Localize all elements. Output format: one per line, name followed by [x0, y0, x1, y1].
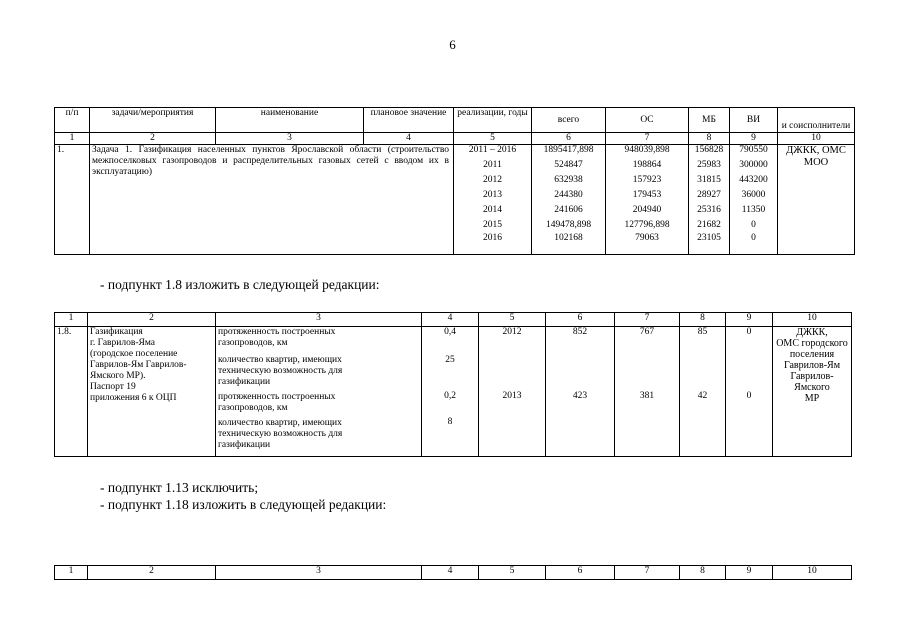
mb-value: 23105 — [697, 233, 721, 243]
table-subitem-1-18 — [54, 565, 852, 580]
column-number: 1 — [55, 566, 88, 580]
year-value: 2011 — [483, 160, 502, 170]
executor-line: Гаврилов-Ям — [783, 360, 841, 371]
header-cell: задачи/мероприятия — [90, 108, 216, 133]
name-line: г. Гаврилов-Яма — [90, 338, 156, 348]
executor-cell: ДЖКК, ОМС МОО — [778, 145, 855, 255]
table-subitem-1-8 — [54, 312, 852, 457]
header-cell: ОС — [606, 108, 689, 133]
column-number: 3 — [216, 566, 422, 580]
column-number: 5 — [454, 133, 532, 145]
planned-value: 0,4 — [444, 327, 456, 337]
indicator-line: газопроводов, км — [218, 338, 288, 348]
os-value: 179453 — [632, 190, 662, 200]
vi-value: 36000 — [741, 190, 766, 200]
os-value: 767 — [639, 327, 655, 337]
year-value: 2011 – 2016 — [468, 145, 517, 155]
column-number: 8 — [689, 133, 730, 145]
planned-values-cell — [422, 327, 479, 457]
header-cell: и соисполнители — [778, 108, 855, 133]
name-line: Паспорт 19 — [90, 382, 136, 392]
header-cell: всего — [532, 108, 606, 133]
column-number: 2 — [90, 133, 216, 145]
year-value: 2014 — [483, 205, 502, 215]
total-cell — [532, 145, 606, 255]
table2-header-row — [55, 313, 852, 327]
indicator-line: протяженность построенных — [218, 327, 336, 337]
os-value: 204940 — [632, 205, 662, 215]
total-value: 149478,898 — [545, 220, 592, 230]
year-value: 2013 — [502, 391, 522, 401]
executor-line: ДЖКК, — [796, 327, 828, 338]
mb-cell — [680, 327, 726, 457]
vi-value: 300000 — [739, 160, 768, 170]
table-row — [55, 145, 855, 255]
column-number: 7 — [606, 133, 689, 145]
year-value: 2013 — [483, 190, 502, 200]
years-cell — [479, 327, 546, 457]
vi-cell — [726, 327, 773, 457]
total-value: 241606 — [554, 205, 583, 215]
column-number: 3 — [216, 313, 422, 327]
row-number: 1.8. — [55, 327, 88, 457]
header-cell: плановое значение — [364, 108, 454, 133]
header-cell: наименование — [216, 108, 364, 133]
name-line: Газификация — [90, 327, 143, 337]
mb-cell — [689, 145, 730, 255]
indicator-line: техническую возможность для — [218, 429, 343, 439]
table-row — [55, 327, 852, 457]
indicator-line: техническую возможность для — [218, 366, 343, 376]
indicator-line: количество квартир, имеющих — [218, 418, 342, 428]
name-line: приложения 6 к ОЦП — [90, 393, 177, 403]
indicator-line: количество квартир, имеющих — [218, 355, 342, 365]
paragraph-subitem-1-8: - подпункт 1.8 изложить в следующей редакции: — [100, 277, 380, 292]
os-value: 381 — [639, 391, 655, 401]
table3-header-row — [55, 566, 852, 580]
column-number: 9 — [726, 313, 773, 327]
indicator-line: газификации — [218, 440, 271, 450]
os-value: 127796,898 — [624, 220, 670, 230]
executor-line: МР — [804, 393, 820, 404]
name-line: Гаврилов-Ям Гаврилов- — [90, 360, 187, 370]
column-number: 4 — [422, 313, 479, 327]
name-line: (городское поселение — [90, 349, 178, 359]
year-value: 2012 — [483, 175, 502, 185]
total-cell — [546, 327, 615, 457]
object-name-cell — [88, 327, 216, 457]
year-value: 2015 — [483, 220, 502, 230]
column-number: 7 — [615, 313, 680, 327]
years-cell — [454, 145, 532, 255]
name-line: Ямского МР). — [90, 371, 146, 381]
page-number: 6 — [449, 37, 456, 52]
executor-line: ОМС городского — [776, 338, 848, 349]
table1-number-row — [55, 133, 855, 145]
column-number: 5 — [479, 566, 546, 580]
mb-value: 85 — [697, 327, 708, 337]
total-value: 852 — [572, 327, 588, 337]
planned-value: 0,2 — [444, 391, 456, 401]
mb-value: 25983 — [697, 160, 721, 170]
column-number: 6 — [546, 313, 615, 327]
vi-value: 0 — [746, 391, 752, 401]
vi-value: 790550 — [739, 145, 768, 155]
total-value: 423 — [572, 391, 588, 401]
total-value: 102168 — [554, 233, 583, 243]
column-number: 1 — [55, 313, 88, 327]
column-number: 5 — [479, 313, 546, 327]
executor-line: Гаврилов-Ямского — [790, 371, 834, 393]
header-cell: ВИ — [730, 108, 778, 133]
column-number: 3 — [216, 133, 364, 145]
indicator-line: газификации — [218, 377, 271, 387]
column-number: 8 — [680, 313, 726, 327]
column-number: 6 — [546, 566, 615, 580]
planned-value: 25 — [445, 355, 455, 365]
table-task1 — [54, 107, 855, 255]
os-value: 948039,898 — [624, 145, 670, 155]
mb-value: 156828 — [694, 145, 724, 155]
planned-value: 8 — [447, 417, 453, 427]
os-value: 198864 — [632, 160, 662, 170]
executor-line: поселения — [789, 349, 835, 360]
year-value: 2016 — [483, 233, 502, 243]
column-number: 6 — [532, 133, 606, 145]
column-number: 10 — [778, 133, 855, 145]
column-number: 9 — [726, 566, 773, 580]
mb-value: 21682 — [697, 220, 721, 230]
paragraph-subitem-1-18: - подпункт 1.18 изложить в следующей редакции: — [100, 497, 387, 512]
vi-value: 443200 — [739, 175, 768, 185]
vi-cell — [730, 145, 778, 255]
column-number: 2 — [88, 566, 216, 580]
row-number: 1. — [55, 145, 90, 255]
vi-value: 0 — [751, 233, 756, 243]
mb-value: 31815 — [697, 175, 721, 185]
total-value: 524847 — [554, 160, 583, 170]
vi-value: 0 — [751, 220, 756, 230]
executor-cell — [773, 327, 852, 457]
column-number: 1 — [55, 133, 90, 145]
indicator-line: газопроводов, км — [218, 403, 288, 413]
os-value: 157923 — [632, 175, 662, 185]
vi-value: 0 — [746, 327, 752, 337]
column-number: 4 — [422, 566, 479, 580]
total-value: 632938 — [554, 175, 583, 185]
task-description: Задача 1. Газификация населенных пунктов Ярославской области (строительство межпоселковых газопроводов и распределительных газовых сетей с вводом их в эксплуатацию) — [90, 145, 454, 255]
os-value: 79063 — [635, 233, 659, 243]
column-number: 7 — [615, 566, 680, 580]
paragraph-subitem-1-13: - подпункт 1.13 исключить; — [100, 480, 259, 495]
table1-header-row — [55, 108, 855, 133]
mb-value: 42 — [697, 391, 708, 401]
os-cell — [606, 145, 689, 255]
indicators-cell — [216, 327, 422, 457]
column-number: 8 — [680, 566, 726, 580]
total-value: 244380 — [554, 190, 583, 200]
column-number: 9 — [730, 133, 778, 145]
year-value: 2012 — [502, 327, 522, 337]
header-cell: п/п — [55, 108, 90, 133]
indicator-line: протяженность построенных — [218, 392, 336, 402]
os-cell — [615, 327, 680, 457]
header-cell: МБ — [689, 108, 730, 133]
header-cell: реализации, годы — [454, 108, 532, 133]
column-number: 10 — [773, 313, 852, 327]
column-number: 10 — [773, 566, 852, 580]
column-number: 2 — [88, 313, 216, 327]
total-value: 1895417,898 — [543, 145, 594, 155]
column-number: 4 — [364, 133, 454, 145]
mb-value: 28927 — [697, 190, 721, 200]
vi-value: 11350 — [741, 205, 766, 215]
mb-value: 25316 — [697, 205, 721, 215]
